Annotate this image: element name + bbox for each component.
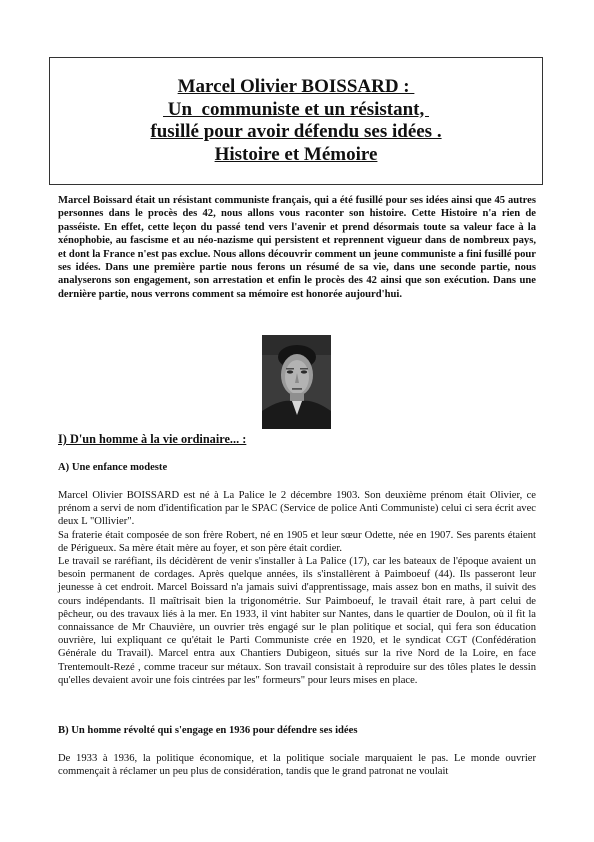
title-line-4: Histoire et Mémoire <box>214 143 378 165</box>
portrait-image <box>262 335 331 429</box>
subsection-a-body <box>58 489 536 687</box>
subsection-b-body: De 1933 à 1936, la politique économique, et la politique sociale marquaient le pas. Le monde ouvrier commençait à réclamer un peu plus de considération, tandis que le grand patronat ne voulait <box>58 753 536 778</box>
intro-paragraph: Marcel Boissard était un résistant communiste français, qui a été fusillé pour ses idées ainsi que 45 autres personnes dans le procès des 42, nous allons vous raconter son histoire. Cette Histoire n'a rien de passéiste. En effet, cette leçon du passé tend vers l'avenir et prend désormais toute sa valeur face à la xénophobie, au fascisme et au néo-nazisme qui persistent et reprennent vigueur dans de nombreux pays, et dont la France n'est pas exclue. Nous allons découvrir comment un jeune communiste a fini fusillé pour ses idées. Dans une première partie nous ferons un résumé de sa vie, dans une seconde partie, nous analyserons son engagement, son arrestation et enfin le procès des 42 ainsi que son exécution. Dans une dernière partie, nous verrons comment sa mémoire est honorée aujourd'hui. <box>58 195 536 300</box>
portrait-photo <box>262 335 331 429</box>
title-line-1: Marcel Olivier BOISSARD : <box>177 76 415 97</box>
title-line-3: fusillé pour avoir défendu ses idées . <box>150 121 442 142</box>
subsection-a-title: A) Une enfance modeste <box>58 462 168 473</box>
title-box <box>49 57 543 185</box>
subsection-b-title: B) Un homme révolté qui s'engage en 1936 pour défendre ses idées <box>58 725 358 736</box>
paragraph: Le travail se raréfiant, ils décidèrent de venir s'installer à La Palice (17), car les bateaux de l'époque avaient un besoin permanent de cordages. Après quelque années, ils s'installèrent à Paimboeuf (44). Ils passeront leur jeunesse à cet endroit. Marcel Boissard n'a jamais suivi d'apprentissage, mais assez bon en maths, il suivit des cours indépendants. Il maîtrisait bien la trigonométrie. Sur Paimboeuf, le travail était rare, à part celui de pêcheur, ou des travaux liés à la mer. En 1933, il vint habiter sur Nantes, dans le quartier de Doulon, où il fit la connaissance de Mr Chauvière, un ouvrier très engagé sur le plan politique et social, qui fera son éducation ouvrière, lui expliquant ce qu'était le Parti Communiste crée en 1920, et le syndicat CGT (Confédération Générale du Travail). Marcel entra aux Chantiers Dubigeon, situés sur la rive Nord de la Loire, en face Trentemoult-Rezé , comme traceur sur métaux. Son travail consistait à reproduire sur des tôles plates le dessin qu'elles devaient avoir une fois cintrées par les" formeurs" pour leurs mises en place. <box>58 556 536 686</box>
paragraph: Marcel Olivier BOISSARD est né à La Palice le 2 décembre 1903. Son deuxième prénom était Olivier, ce prénom a servi de nom d'identification par le SPAC (Service de police Anti Communiste) celui ci sera écrit avec deux L "Ollivier". <box>58 490 536 528</box>
section-title: I) D'un homme à la vie ordinaire... : <box>58 432 247 446</box>
title-line-2: Un communiste et un résistant, <box>163 98 429 120</box>
paragraph: Sa fraterie était composée de son frère Robert, né en 1905 et leur sœur Odette, née en 1907. Ses parents étaient de Périgueux. Sa mère était mère au foyer, et son père était cordier. <box>58 529 536 554</box>
